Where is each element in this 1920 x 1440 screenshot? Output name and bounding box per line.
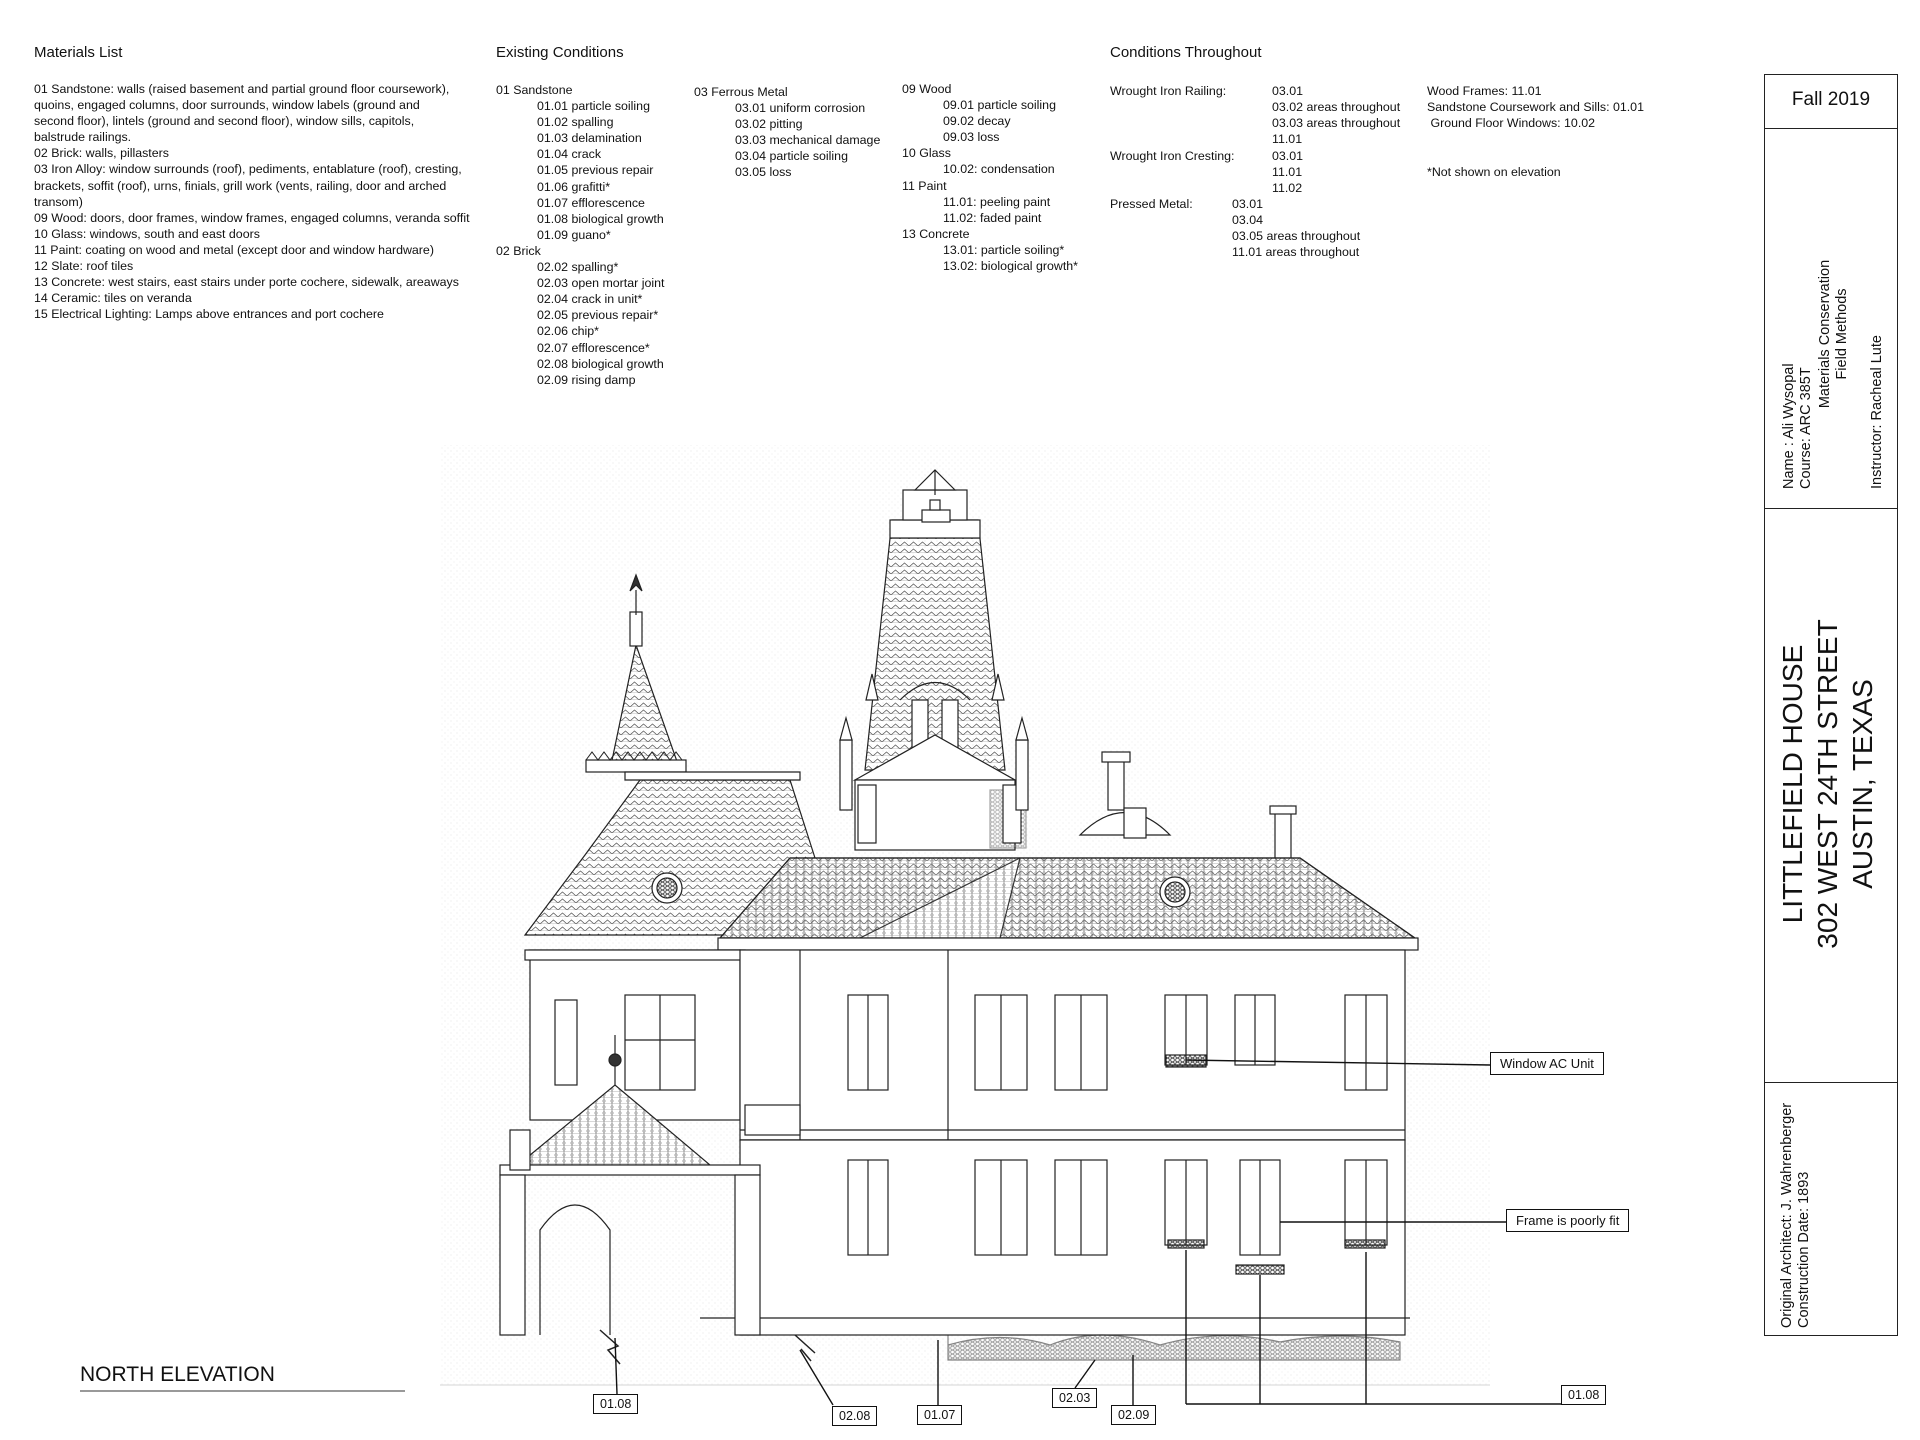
pressed-metal-label: Pressed Metal: — [1110, 197, 1193, 211]
condition-line: 01.05 previous repair — [537, 163, 654, 178]
materials-line: balstrude railings. — [34, 130, 132, 145]
window-ac-callout: Window AC Unit — [1490, 1052, 1604, 1075]
condition-line: 03.05 loss — [735, 165, 792, 180]
materials-line: 14 Ceramic: tiles on veranda — [34, 291, 192, 306]
condition-line: 10 Glass — [902, 146, 951, 161]
condition-code: 11.02 — [1272, 181, 1303, 196]
condition-line: 03.01 uniform corrosion — [735, 101, 866, 116]
materials-line: brackets, soffit (roof), urns, finials, grill work (vents, railing, door and arched — [34, 178, 447, 193]
materials-line: 01 Sandstone: walls (raised basement and partial ground floor coursework), — [34, 82, 450, 96]
instructor: Instructor: Racheal Lute — [1869, 335, 1885, 489]
condition-line: 01 Sandstone — [496, 83, 573, 97]
drawing-title: NORTH ELEVATION — [80, 1363, 275, 1386]
condition-line: 11 Paint — [902, 178, 947, 193]
condition-code: 03.02 areas throughout — [1272, 100, 1401, 115]
tag-01-08-right: 01.08 — [1561, 1385, 1606, 1405]
materials-line: 11 Paint: coating on wood and metal (except door and window hardware) — [34, 242, 434, 257]
condition-code: 03.01 — [1272, 84, 1304, 98]
condition-line: Wood Frames: 11.01 — [1427, 84, 1542, 98]
condition-line: 03 Ferrous Metal — [694, 85, 788, 99]
original-architect: Original Architect: J. Wahrenberger — [1779, 1102, 1795, 1328]
condition-line: 09.03 loss — [943, 130, 1000, 145]
materials-line: 15 Electrical Lighting: Lamps above entrances and port cochere — [34, 307, 384, 322]
condition-line: 01.03 delamination — [537, 131, 642, 146]
condition-line: 03.02 pitting — [735, 117, 803, 132]
condition-line: 03.03 mechanical damage — [735, 133, 881, 148]
existing-conditions-heading: Existing Conditions — [496, 44, 624, 61]
materials-line: 02 Brick: walls, pillasters — [34, 146, 169, 161]
course-title-line2: Field Methods — [1834, 288, 1850, 380]
condition-line: 01.01 particle soiling — [537, 99, 650, 114]
condition-code: 03.03 areas throughout — [1272, 116, 1401, 131]
tag-02-09: 02.09 — [1111, 1405, 1156, 1425]
materials-line: transom) — [34, 194, 83, 209]
street-address: 302 WEST 24TH STREET — [1812, 619, 1843, 949]
condition-line: 02.08 biological growth — [537, 356, 664, 371]
frame-fit-callout: Frame is poorly fit — [1506, 1209, 1629, 1232]
tag-01-08-left: 01.08 — [593, 1394, 638, 1414]
condition-line: 01.07 efflorescence — [537, 195, 645, 210]
term: Fall 2019 — [1791, 89, 1871, 110]
condition-line: Sandstone Coursework and Sills: 01.01 — [1427, 100, 1644, 115]
condition-code: 03.04 — [1232, 213, 1264, 228]
condition-line: 02.06 chip* — [537, 324, 600, 339]
materials-line: 09 Wood: doors, door frames, window frames, engaged columns, veranda soffit — [34, 210, 470, 225]
condition-code: 03.01 — [1272, 149, 1304, 163]
materials-line: 10 Glass: windows, south and east doors — [34, 226, 260, 241]
condition-line: 01.04 crack — [537, 147, 602, 162]
condition-code: 03.01 — [1232, 197, 1264, 211]
condition-code: 11.01 areas throughout — [1232, 245, 1360, 260]
condition-line: 09.01 particle soiling — [943, 98, 1056, 113]
student-name: Name : Ali Wysopal — [1781, 363, 1797, 489]
condition-line: 01.02 spalling — [537, 115, 614, 130]
construction-date: Construction Date: 1893 — [1796, 1171, 1812, 1328]
condition-line: 09 Wood — [902, 82, 952, 96]
house-name: LITTLEFIELD HOUSE — [1777, 644, 1808, 924]
condition-line: 11.02: faded paint — [943, 210, 1042, 225]
condition-line: 02.07 efflorescence* — [537, 340, 650, 355]
condition-line: 02.02 spalling* — [537, 260, 619, 275]
city-state: AUSTIN, TEXAS — [1847, 679, 1878, 889]
materials-line: second floor), lintels (ground and second floor), window sills, capitols, — [34, 114, 415, 129]
tag-02-03: 02.03 — [1052, 1388, 1097, 1408]
condition-line: 13.02: biological growth* — [943, 259, 1079, 274]
condition-code: 03.05 areas throughout — [1232, 229, 1361, 244]
condition-line: 02.05 previous repair* — [537, 308, 659, 323]
materials-line: 12 Slate: roof tiles — [34, 259, 134, 274]
materials-line: 13 Concrete: west stairs, east stairs under porte cochere, sidewalk, areaways — [34, 275, 459, 290]
conditions-throughout-heading: Conditions Throughout — [1110, 44, 1262, 61]
condition-line: Ground Floor Windows: 10.02 — [1427, 116, 1596, 131]
materials-heading: Materials List — [34, 44, 123, 61]
course-title-line1: Materials Conservation — [1817, 259, 1833, 409]
materials-line: 03 Iron Alloy: window surrounds (roof), pediments, entablature (roof), cresting, — [34, 162, 462, 177]
condition-line: 11.01: peeling paint — [943, 194, 1051, 209]
condition-line: 02 Brick — [496, 243, 541, 258]
condition-line: 01.06 grafitti* — [537, 179, 611, 194]
tag-02-08: 02.08 — [832, 1406, 877, 1426]
condition-line: 03.04 particle soiling — [735, 149, 848, 164]
condition-line: 10.02: condensation — [943, 162, 1055, 177]
condition-line: 02.03 open mortar joint — [537, 276, 665, 291]
tag-01-07: 01.07 — [917, 1405, 962, 1425]
condition-code: 11.01 — [1272, 132, 1303, 147]
condition-code: 11.01 — [1272, 165, 1303, 180]
cresting-label: Wrought Iron Cresting: — [1110, 149, 1235, 163]
materials-line: quoins, engaged columns, door surrounds, window labels (ground and — [34, 98, 420, 113]
condition-line: 02.04 crack in unit* — [537, 292, 643, 307]
condition-line: 09.02 decay — [943, 114, 1011, 129]
condition-line: 01.09 guano* — [537, 227, 611, 242]
railing-label: Wrought Iron Railing: — [1110, 84, 1227, 98]
condition-line: 02.09 rising damp — [537, 372, 636, 387]
footnote: *Not shown on elevation — [1427, 165, 1561, 179]
condition-line: 01.08 biological growth — [537, 211, 664, 226]
condition-line: 13 Concrete — [902, 226, 970, 241]
course-number: Course: ARC 385T — [1798, 367, 1814, 489]
condition-line: 13.01: particle soiling* — [943, 242, 1065, 257]
